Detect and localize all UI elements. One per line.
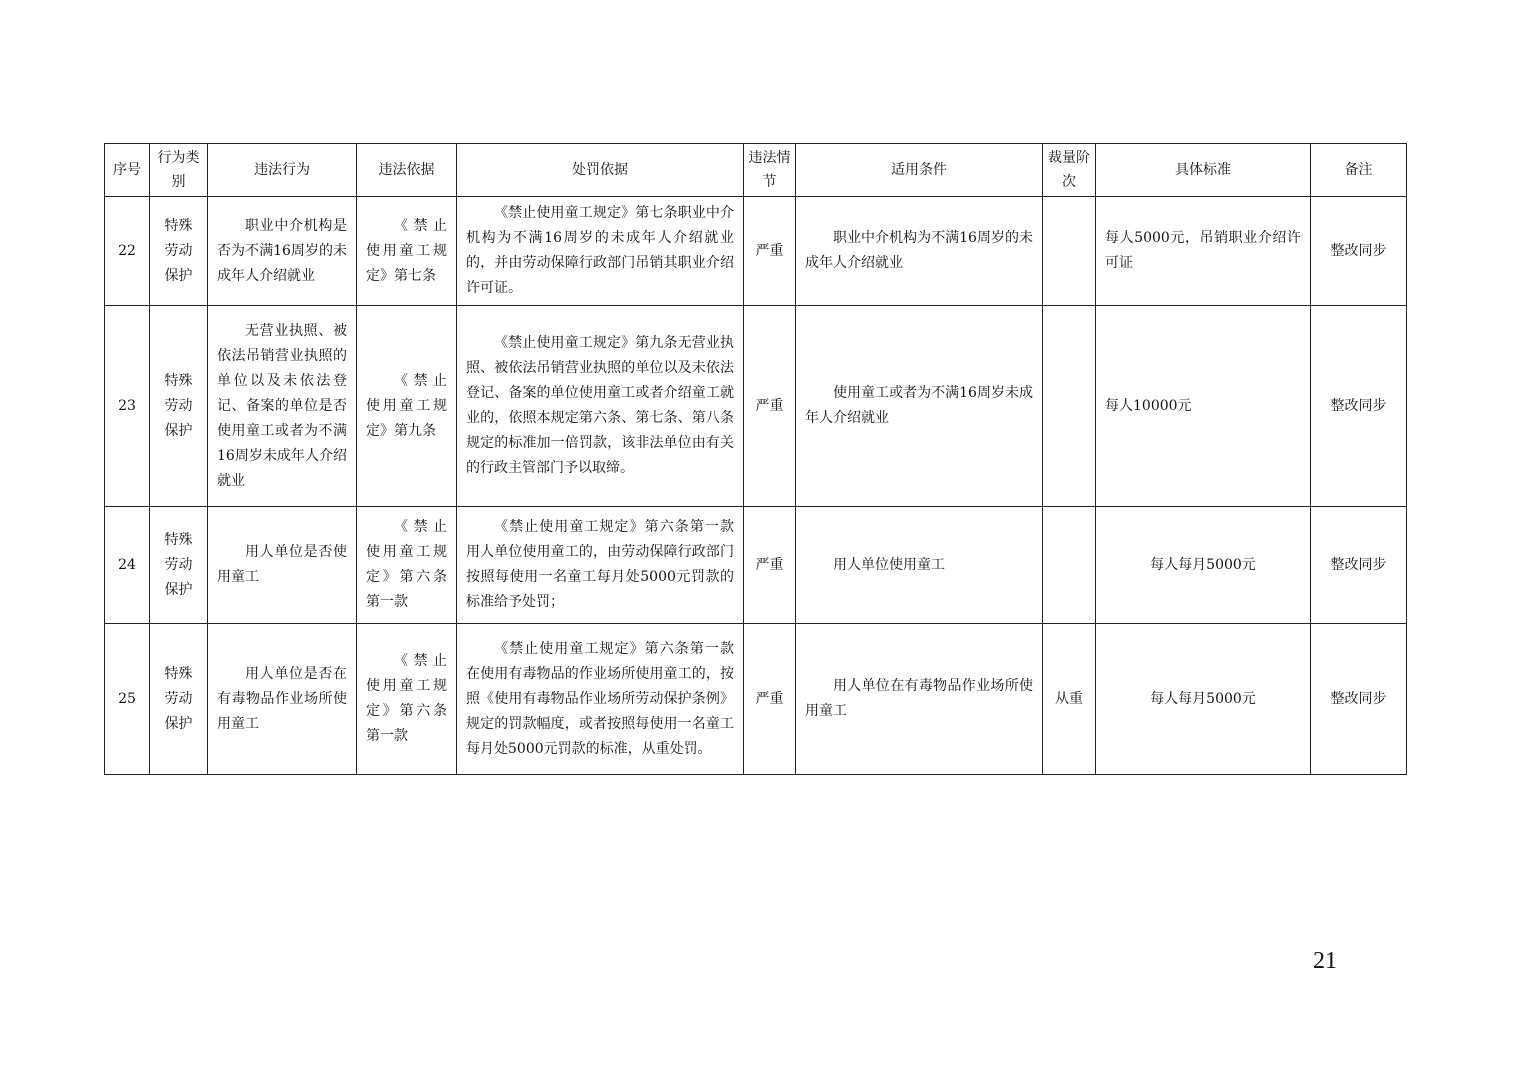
cell-category: 特殊劳动保护 [150,507,208,624]
cell-condition: 职业中介机构为不满16周岁的未成年人介绍就业 [796,197,1043,306]
cell-condition: 使用童工或者为不满16周岁未成年人介绍就业 [796,306,1043,507]
cell-basis: 《禁止使用童工规定》第九条 [357,306,457,507]
cell-penalty-basis: 《禁止使用童工规定》第六条第一款 在使用有毒物品的作业场所使用童工的，按照《使用有毒物品作业场所劳动保护条例》规定的罚款幅度，或者按照每使用一名童工每月处5000元罚款的标准，从重处罚。 [457,624,744,775]
cell-basis: 《禁止使用童工规定》第六条第一款 [357,507,457,624]
cell-standard: 每人5000元，吊销职业介绍许可证 [1096,197,1311,306]
cell-basis: 《禁止使用童工规定》第六条第一款 [357,624,457,775]
header-basis: 违法依据 [357,144,457,197]
header-remark: 备注 [1311,144,1407,197]
cell-circumstance: 严重 [744,306,796,507]
cell-remark: 整改同步 [1311,197,1407,306]
cell-remark: 整改同步 [1311,507,1407,624]
cell-category: 特殊劳动保护 [150,306,208,507]
header-condition: 适用条件 [796,144,1043,197]
penalty-standards-table [104,143,1407,775]
cell-circumstance: 严重 [744,197,796,306]
cell-behavior: 职业中介机构是否为不满16周岁的未成年人介绍就业 [208,197,357,306]
cell-level [1043,306,1096,507]
cell-category: 特殊劳动保护 [150,624,208,775]
header-category: 行为类别 [150,144,208,197]
table-row [105,624,1407,775]
cell-condition: 用人单位使用童工 [796,507,1043,624]
cell-condition: 用人单位在有毒物品作业场所使用童工 [796,624,1043,775]
cell-remark: 整改同步 [1311,306,1407,507]
header-no: 序号 [105,144,150,197]
header-circumstance: 违法情节 [744,144,796,197]
cell-category: 特殊劳动保护 [150,197,208,306]
cell-standard: 每人每月5000元 [1096,507,1311,624]
cell-behavior: 无营业执照、被依法吊销营业执照的单位以及未依法登记、备案的单位是否使用童工或者为不满16周岁未成年人介绍就业 [208,306,357,507]
cell-penalty-basis: 《禁止使用童工规定》第七条职业中介机构为不满16周岁的未成年人介绍就业的，并由劳动保障行政部门吊销其职业介绍许可证。 [457,197,744,306]
table-row [105,507,1407,624]
header-row [105,144,1407,197]
cell-circumstance: 严重 [744,624,796,775]
cell-penalty-basis: 《禁止使用童工规定》第九条无营业执照、被依法吊销营业执照的单位以及未依法登记、备案的单位使用童工或者介绍童工就业的，依照本规定第六条、第七条、第八条规定的标准加一倍罚款，该非法单位由有关的行政主管部门予以取缔。 [457,306,744,507]
cell-remark: 整改同步 [1311,624,1407,775]
cell-behavior: 用人单位是否在有毒物品作业场所使用童工 [208,624,357,775]
header-standard: 具体标准 [1096,144,1311,197]
cell-no: 25 [105,624,150,775]
page-number: 21 [1313,948,1337,974]
table-row [105,197,1407,306]
cell-no: 22 [105,197,150,306]
cell-circumstance: 严重 [744,507,796,624]
cell-penalty-basis: 《禁止使用童工规定》第六条第一款 用人单位使用童工的，由劳动保障行政部门按照每使用一名童工每月处5000元罚款的标准给予处罚； [457,507,744,624]
cell-no: 23 [105,306,150,507]
cell-standard: 每人每月5000元 [1096,624,1311,775]
cell-no: 24 [105,507,150,624]
cell-level: 从重 [1043,624,1096,775]
header-level: 裁量阶次 [1043,144,1096,197]
cell-standard: 每人10000元 [1096,306,1311,507]
cell-level [1043,507,1096,624]
cell-behavior: 用人单位是否使用童工 [208,507,357,624]
table-row [105,306,1407,507]
cell-level [1043,197,1096,306]
cell-basis: 《禁止使用童工规定》第七条 [357,197,457,306]
header-penalty-basis: 处罚依据 [457,144,744,197]
header-behavior: 违法行为 [208,144,357,197]
